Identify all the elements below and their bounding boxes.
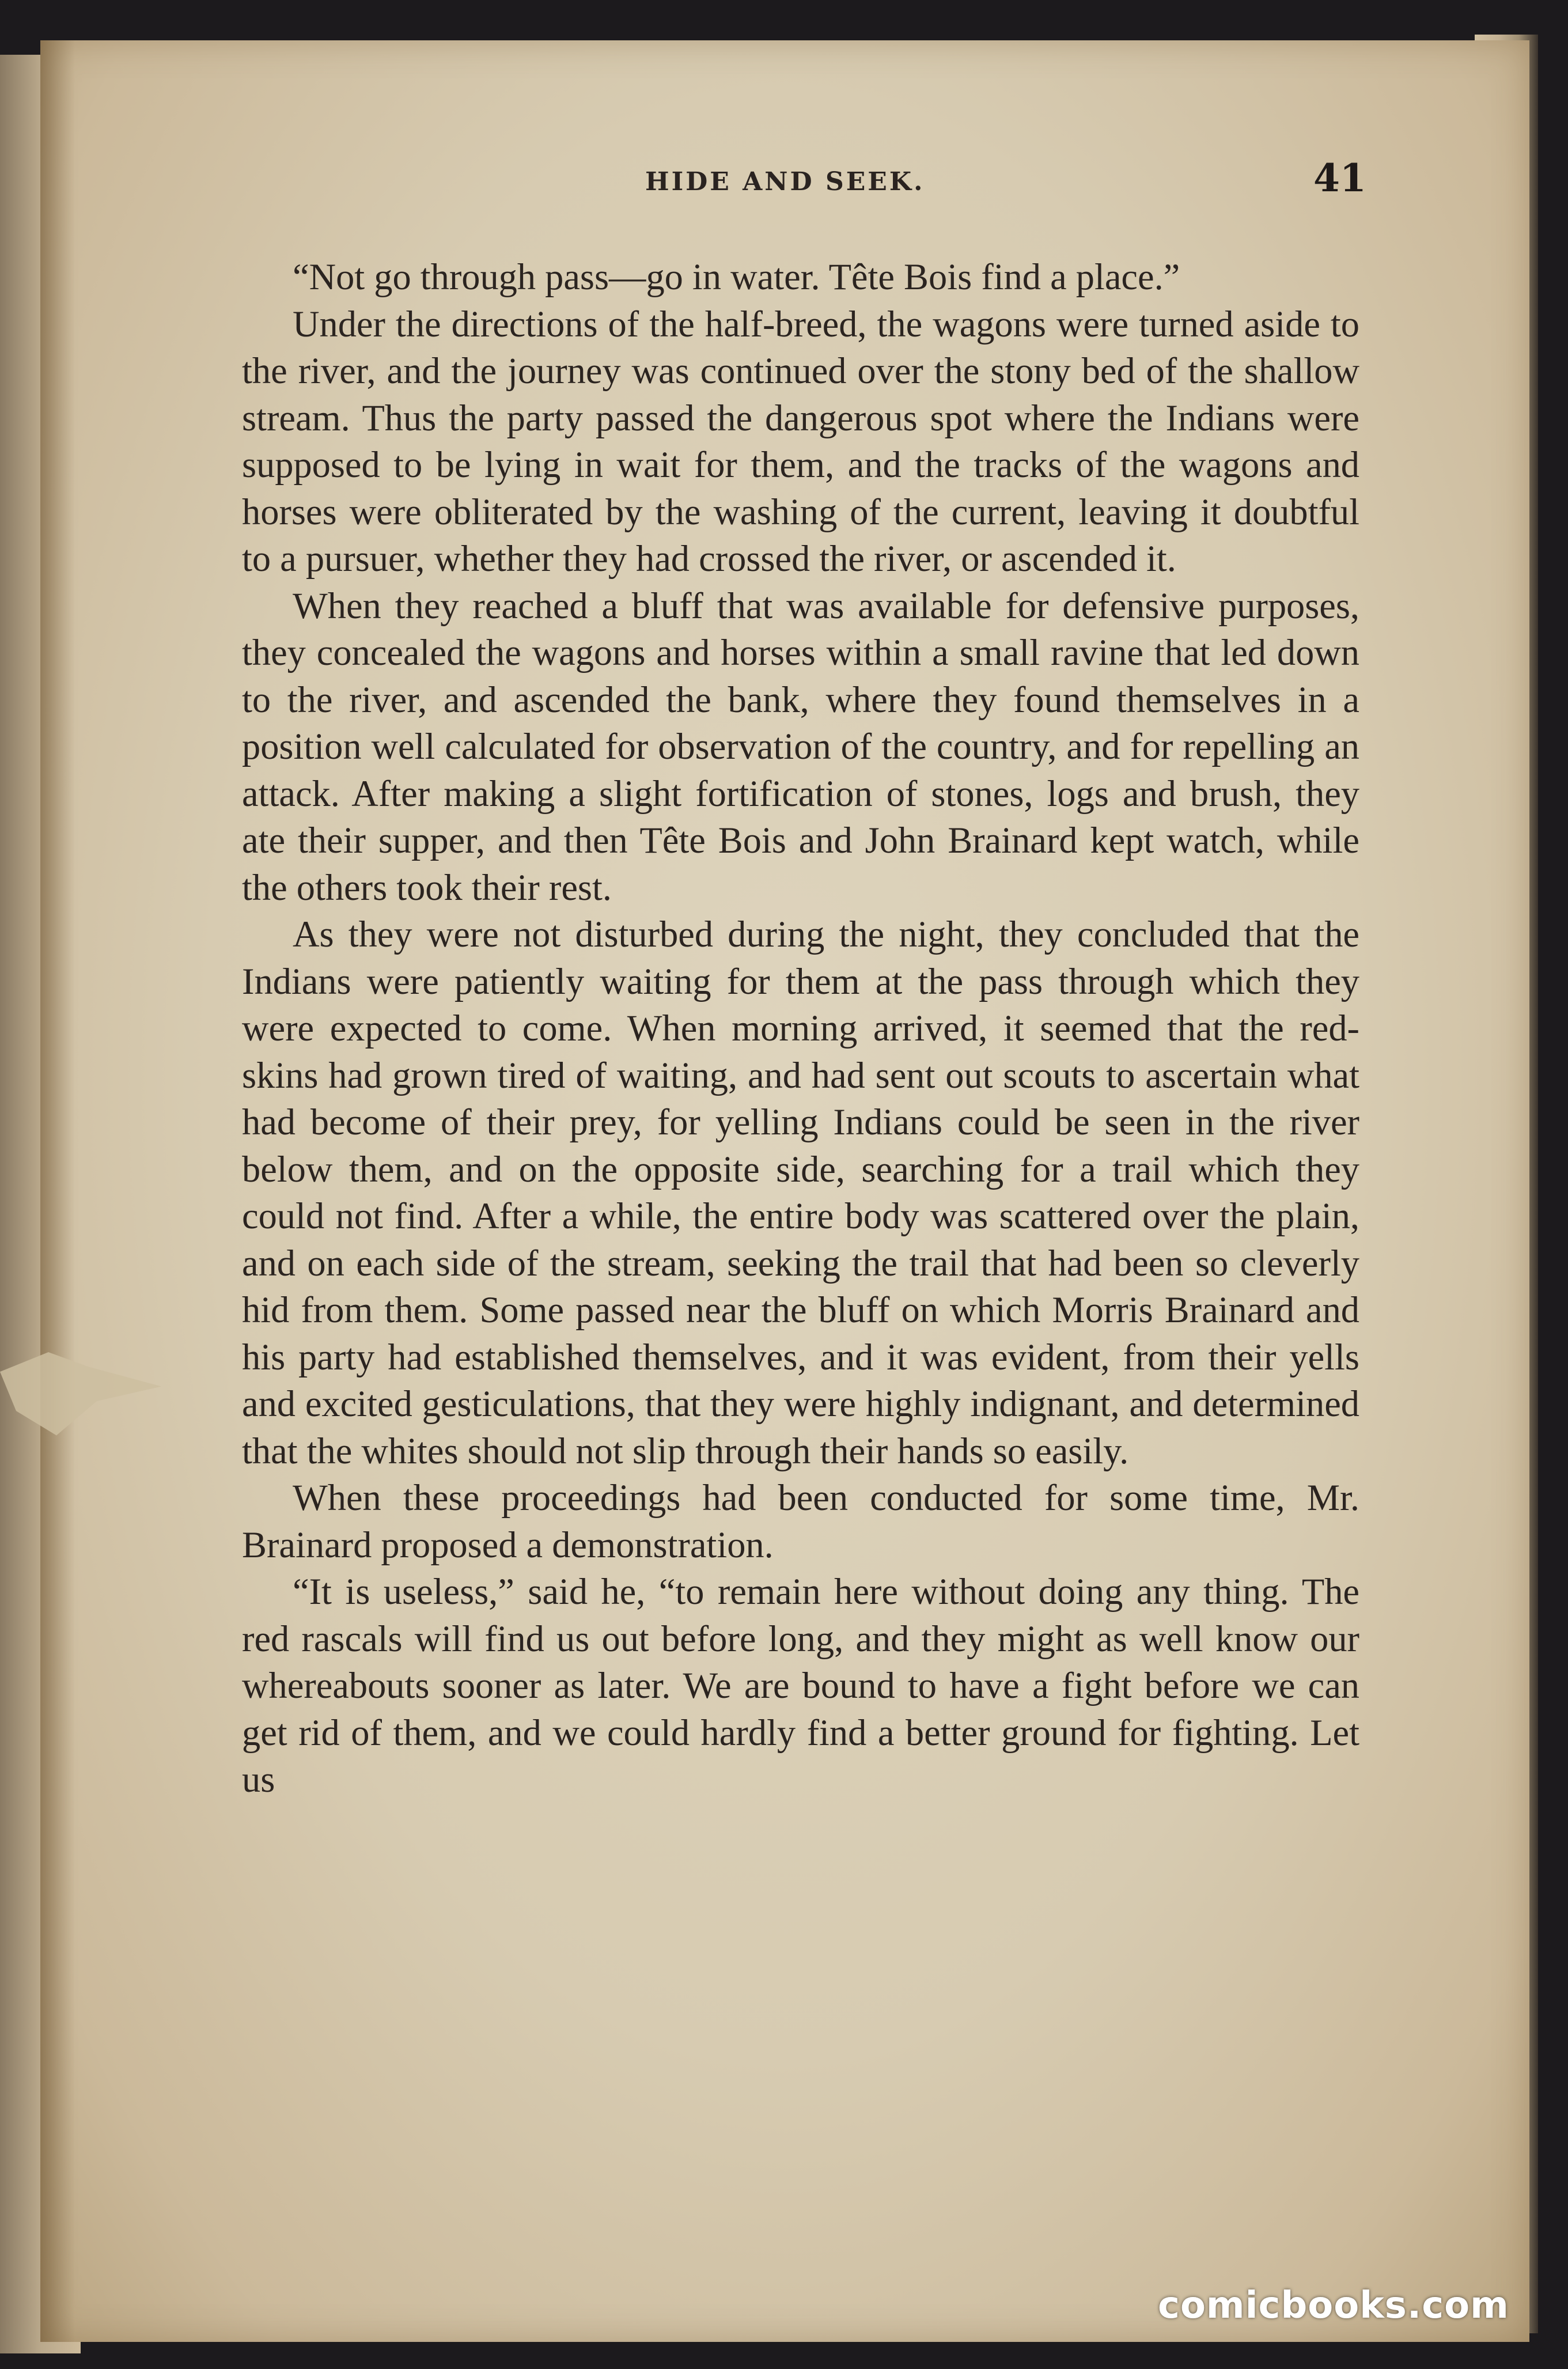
paragraph: When they reached a bluff that was available for defensive purposes, they concealed the wagons and horses within a small ravine that led down to the river, and ascended the bank, where they found themselves in a position well calculated for observation of the country, and for repelling an attack. After making a slight fortification of stones, logs and brush, they ate their supper, and then Tête Bois and John Brainard kept watch, while the others took their rest. xyxy=(242,585,1359,908)
page-number: 41 xyxy=(1313,156,1366,200)
paragraph: “It is useless,” said he, “to remain here without doing any thing. The red rascals will find us out before long, and they might as well know our whereabouts sooner as later. We are bound to have a fight before we can get rid of them, and we could hardly find a better ground for fighting. Let us xyxy=(242,1571,1359,1800)
body-text xyxy=(242,253,1359,1803)
paragraph: When these proceedings had been conducted for some time, Mr. Brainard proposed a demonstration. xyxy=(242,1477,1359,1565)
paragraph: Under the directions of the half-breed, the wagons were turned aside to the river, and the journey was continued over the stony bed of the shallow stream. Thus the party passed the dangerous spot where the Indians were supposed to be lying in wait for them, and the tracks of the wagons and horses were obliterated by the washing of the current, leaving it doubtful to a pursuer, whether they had crossed the river, or ascended it. xyxy=(242,303,1359,579)
paragraph: As they were not disturbed during the night, they concluded that the Indians were patiently waiting for them at the pass through which they were expected to come. When morning arrived, it seemed that the red-skins had grown tired of waiting, and had sent out scouts to ascertain what had become of their prey, for yelling Indians could be seen in the river below them, and on the opposite side, searching for a trail which they could not find. After a while, the entire body was scattered over the plain, and on each side of the stream, seeking the trail that had been so cleverly hid from them. Some passed near the bluff on which Morris Brainard and his party had established themselves, and it was evident, from their yells and excited gesticulations, that they were highly indignant, and determined that the whites should not slip through their hands so easily. xyxy=(242,914,1359,1471)
watermark: comicbooks.com xyxy=(1158,2284,1509,2327)
page-gutter-shadow xyxy=(40,40,75,2342)
paragraph: “Not go through pass—go in water. Tête Bois find a place.” xyxy=(293,256,1180,297)
running-head: HIDE AND SEEK. xyxy=(645,167,925,196)
